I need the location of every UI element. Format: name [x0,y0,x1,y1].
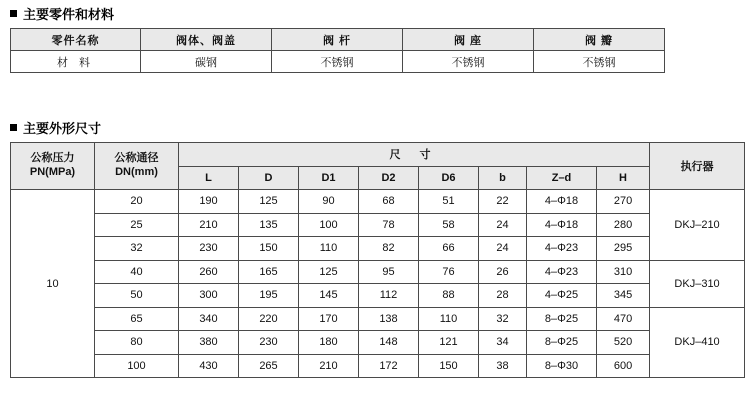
cell-dn: 65 [95,307,179,331]
header-cell-H: H [597,166,650,190]
cell-D1: 210 [299,354,359,378]
cell-D1: 180 [299,331,359,355]
table-row [11,354,745,378]
header-cell-seat: 阀 座 [403,29,534,51]
cell-actuator: DKJ–410 [650,307,745,378]
cell-dn: 100 [95,354,179,378]
cell-D1: 145 [299,284,359,308]
cell-D1: 90 [299,190,359,214]
cell-D6: 88 [419,284,479,308]
section-title-dimensions [10,118,101,137]
cell-b: 24 [479,213,527,237]
header-pressure-line1: 公称压力 [30,152,75,165]
cell-D2: 95 [359,260,419,284]
cell-D6: 76 [419,260,479,284]
table-header-row-top [11,143,745,167]
cell-b: 26 [479,260,527,284]
header-cell-L: L [179,166,239,190]
cell-D6: 51 [419,190,479,214]
header-cell-D1: D1 [299,166,359,190]
cell-material-disc: 不锈钢 [534,51,665,73]
cell-H: 280 [597,213,650,237]
cell-Zd: 4–Φ23 [527,260,597,284]
section-title-text: 主要外形尺寸 [23,121,102,136]
cell-material-seat: 不锈钢 [403,51,534,73]
parts-materials-table [10,28,665,73]
cell-D: 230 [239,331,299,355]
header-cell-D: D [239,166,299,190]
cell-b: 28 [479,284,527,308]
cell-D: 265 [239,354,299,378]
header-cell-body-bonnet: 阀体、阀盖 [141,29,272,51]
header-diameter-line2: DN(mm) [115,166,158,178]
cell-D2: 68 [359,190,419,214]
cell-material-label: 材 料 [11,51,141,73]
cell-D2: 78 [359,213,419,237]
cell-b: 34 [479,331,527,355]
cell-dn: 50 [95,284,179,308]
cell-dn: 20 [95,190,179,214]
cell-Zd: 4–Φ18 [527,213,597,237]
cell-H: 295 [597,237,650,261]
cell-H: 345 [597,284,650,308]
cell-dn: 40 [95,260,179,284]
section-title-text: 主要零件和材料 [23,7,115,22]
cell-L: 430 [179,354,239,378]
cell-Zd: 4–Φ18 [527,190,597,214]
table-row [11,213,745,237]
cell-material-stem: 不锈钢 [272,51,403,73]
cell-D2: 148 [359,331,419,355]
header-cell-part-name: 零件名称 [11,29,141,51]
header-cell-disc: 阀 瓣 [534,29,665,51]
table-row [11,284,745,308]
cell-D2: 112 [359,284,419,308]
square-bullet-icon [10,124,17,131]
cell-D: 150 [239,237,299,261]
cell-H: 520 [597,331,650,355]
cell-H: 270 [597,190,650,214]
cell-L: 300 [179,284,239,308]
cell-D1: 110 [299,237,359,261]
header-cell-D6: D6 [419,166,479,190]
cell-L: 190 [179,190,239,214]
cell-D2: 138 [359,307,419,331]
cell-D1: 125 [299,260,359,284]
cell-D: 135 [239,213,299,237]
header-cell-actuator: 执行器 [650,143,745,190]
cell-H: 470 [597,307,650,331]
header-cell-dimension-group: 尺 寸 [179,143,650,167]
header-cell-Zd: Z–d [527,166,597,190]
cell-actuator: DKJ–210 [650,190,745,261]
header-cell-stem: 阀 杆 [272,29,403,51]
cell-dn: 25 [95,213,179,237]
cell-L: 230 [179,237,239,261]
cell-Zd: 8–Φ25 [527,307,597,331]
cell-Zd: 8–Φ30 [527,354,597,378]
cell-D6: 58 [419,213,479,237]
cell-D: 165 [239,260,299,284]
square-bullet-icon [10,10,17,17]
cell-L: 340 [179,307,239,331]
header-cell-nominal-diameter [95,143,179,190]
cell-H: 310 [597,260,650,284]
cell-Zd: 8–Φ25 [527,331,597,355]
cell-dn: 32 [95,237,179,261]
cell-L: 210 [179,213,239,237]
table-row [11,237,745,261]
cell-D: 220 [239,307,299,331]
header-diameter-line1: 公称通径 [114,152,159,165]
cell-D6: 66 [419,237,479,261]
table-row [11,331,745,355]
cell-b: 22 [479,190,527,214]
cell-b: 38 [479,354,527,378]
cell-Zd: 4–Φ25 [527,284,597,308]
cell-D: 125 [239,190,299,214]
table-row [11,307,745,331]
cell-L: 380 [179,331,239,355]
dimensions-table [10,142,745,378]
cell-material-body-bonnet: 碳钢 [141,51,272,73]
table-header-row [11,29,665,51]
table-row [11,260,745,284]
cell-D1: 100 [299,213,359,237]
header-cell-nominal-pressure [11,143,95,190]
section-title-parts-materials [10,4,114,23]
cell-actuator: DKJ–310 [650,260,745,307]
cell-pressure-value: 10 [11,190,95,378]
cell-L: 260 [179,260,239,284]
cell-b: 24 [479,237,527,261]
header-pressure-line2: PN(MPa) [29,166,76,178]
cell-D6: 150 [419,354,479,378]
table-row [11,190,745,214]
header-cell-b: b [479,166,527,190]
table-row [11,51,665,73]
cell-D6: 110 [419,307,479,331]
cell-D2: 82 [359,237,419,261]
cell-D2: 172 [359,354,419,378]
cell-H: 600 [597,354,650,378]
header-cell-D2: D2 [359,166,419,190]
cell-dn: 80 [95,331,179,355]
cell-D: 195 [239,284,299,308]
cell-D6: 121 [419,331,479,355]
cell-D1: 170 [299,307,359,331]
cell-b: 32 [479,307,527,331]
cell-Zd: 4–Φ23 [527,237,597,261]
